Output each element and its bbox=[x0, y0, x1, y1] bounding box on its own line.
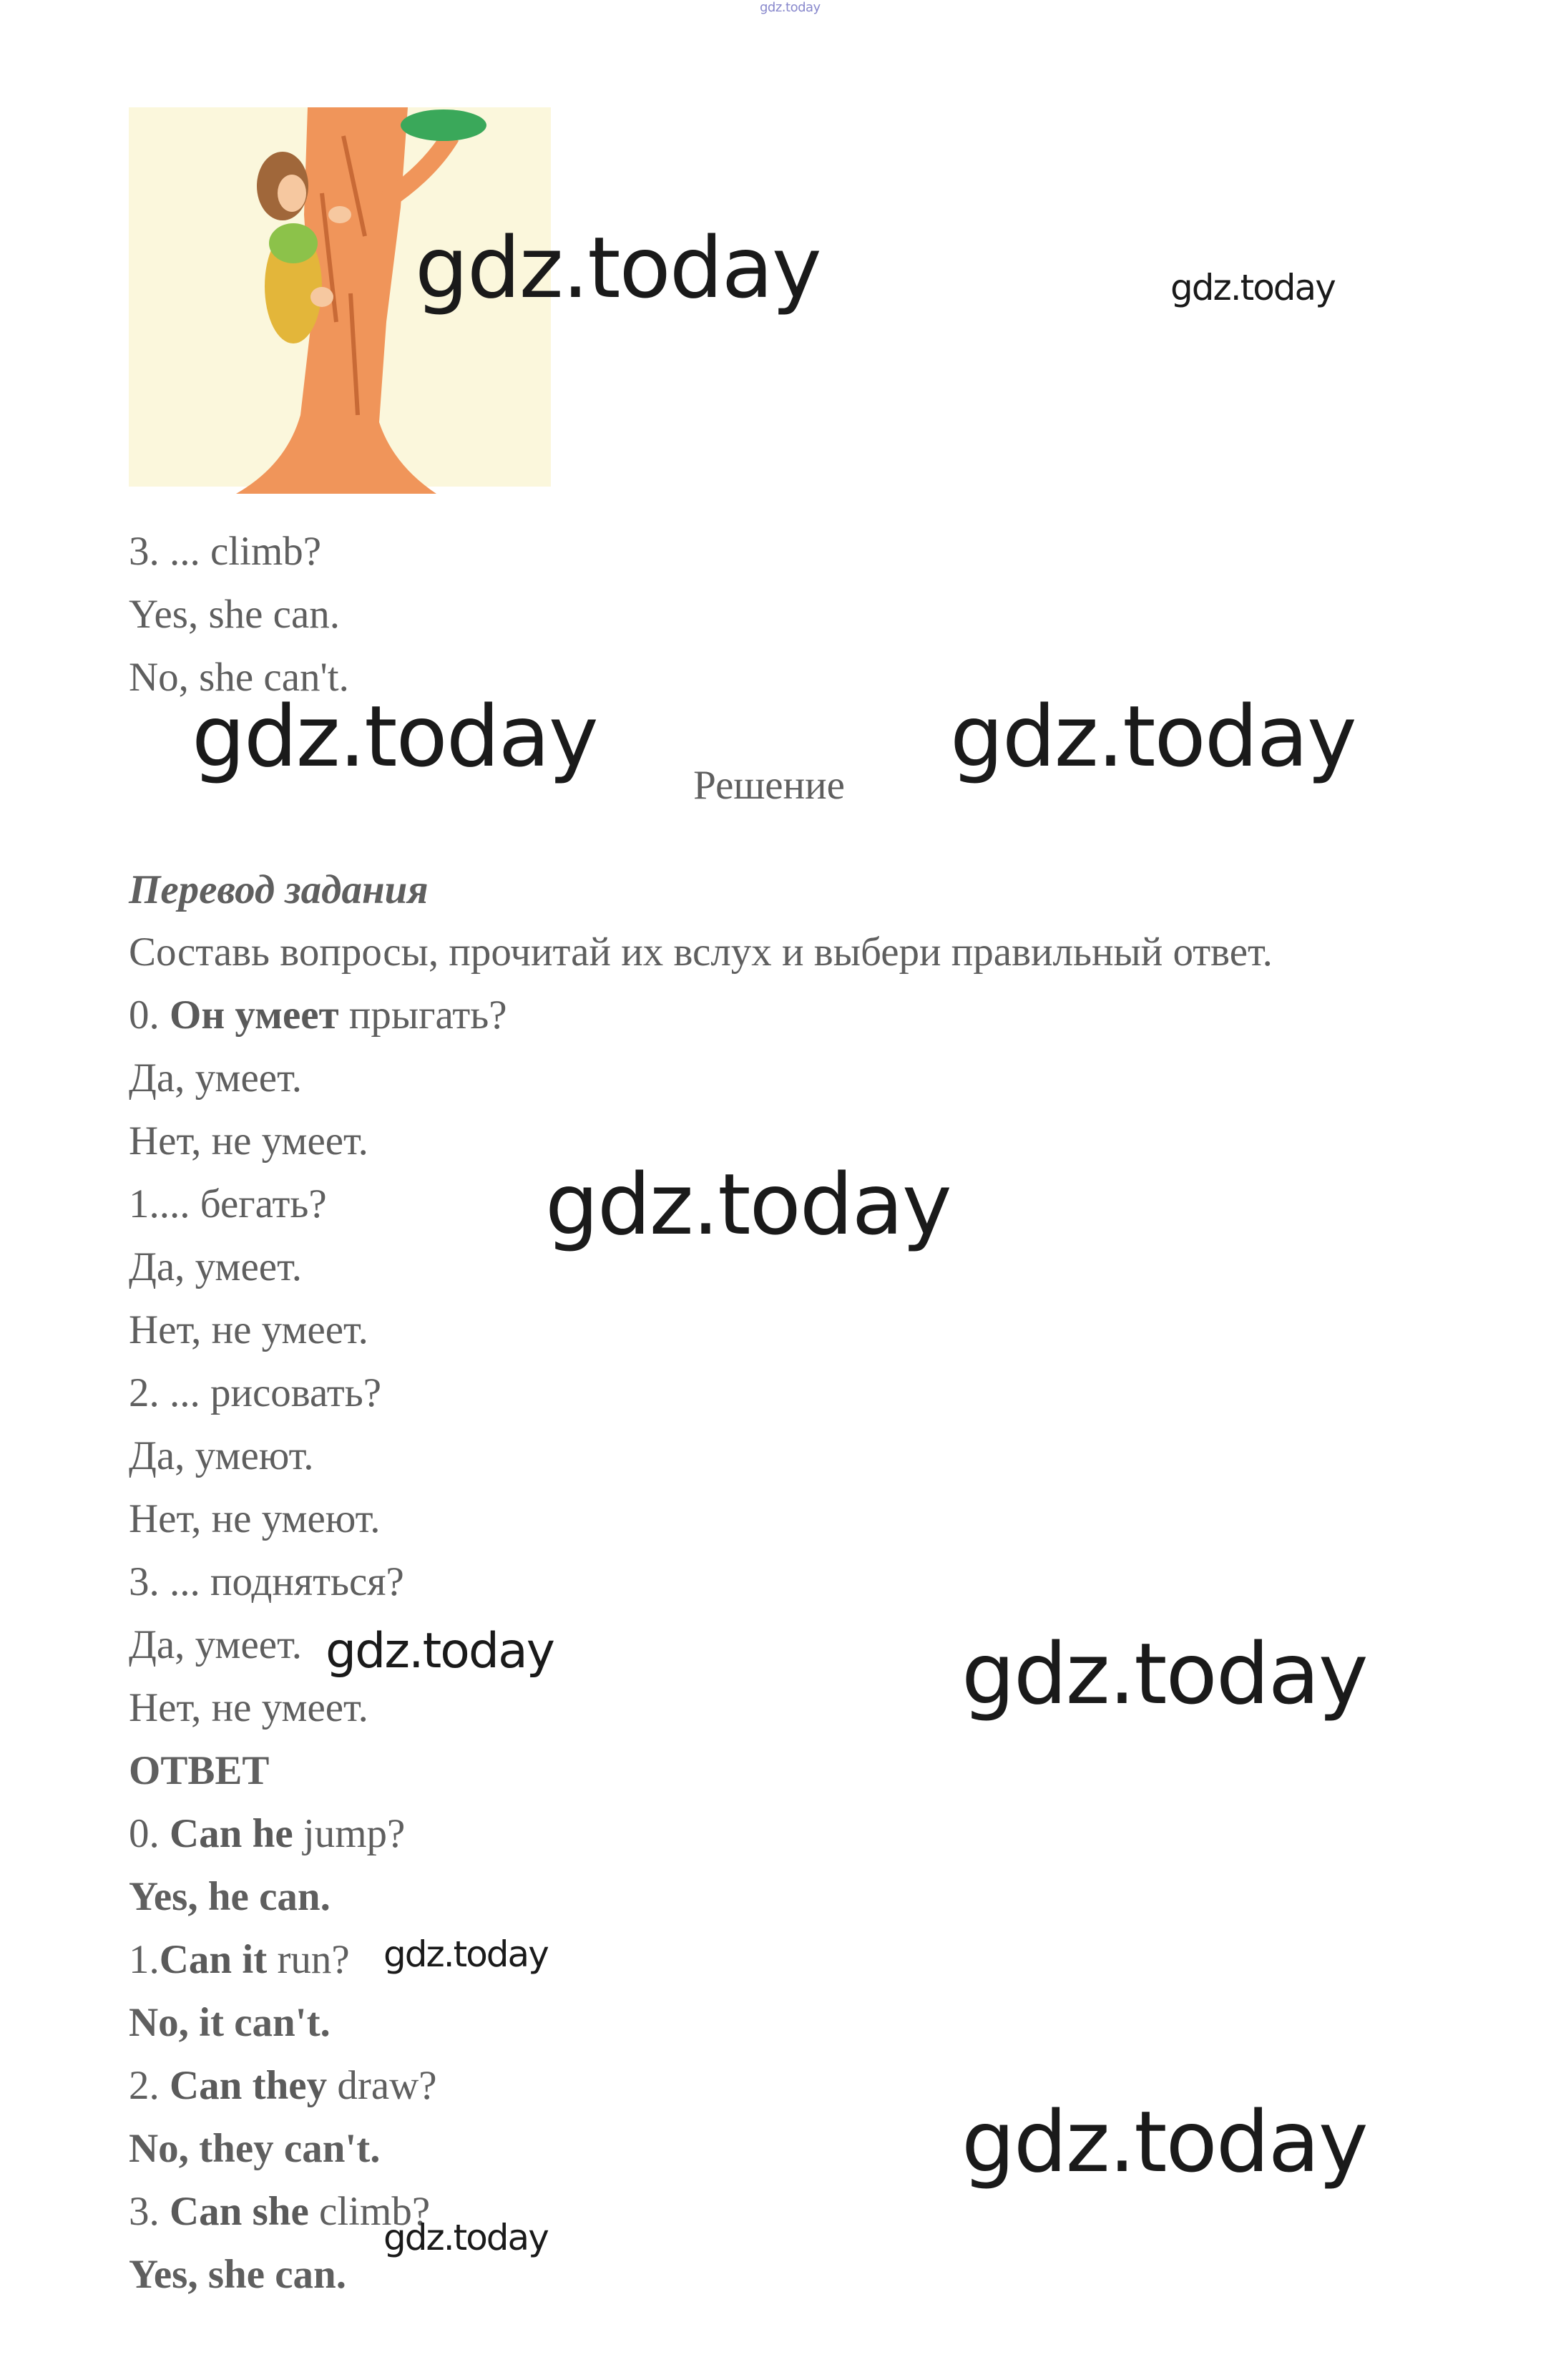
solution-heading: Решение bbox=[693, 763, 845, 808]
question-rest: draw? bbox=[337, 2063, 437, 2108]
answer-question-0 bbox=[129, 1813, 405, 1854]
question-bold: Can she bbox=[170, 2189, 309, 2234]
watermark: gdz.today bbox=[383, 1933, 548, 1975]
translation-line: 2. ... рисовать? bbox=[129, 1370, 381, 1415]
top-watermark: gdz.today bbox=[760, 0, 821, 15]
watermark: gdz.today bbox=[326, 1623, 554, 1679]
translation-line: Нет, не умеет. bbox=[129, 1307, 368, 1352]
watermark: gdz.today bbox=[961, 2092, 1367, 2191]
watermark: gdz.today bbox=[961, 1624, 1367, 1723]
watermark: gdz.today bbox=[1170, 267, 1335, 308]
question-number: 3. bbox=[129, 2189, 160, 2234]
question-number: 2. bbox=[129, 2063, 160, 2108]
question-bold: Can he bbox=[170, 1811, 293, 1856]
translation-line: Да, умеет. bbox=[129, 1244, 302, 1289]
watermark: gdz.today bbox=[950, 687, 1356, 786]
translation-line: Да, умеет. bbox=[129, 1622, 302, 1667]
answer-reply-2: No, they can't. bbox=[129, 2126, 381, 2171]
question-rest: jump? bbox=[303, 1811, 406, 1856]
watermark: gdz.today bbox=[415, 218, 821, 317]
question-bold: Can they bbox=[170, 2063, 328, 2108]
question-number: 1. bbox=[129, 1937, 160, 1982]
question-rest: прыгать? bbox=[348, 993, 507, 1038]
answer-reply-0: Yes, he can. bbox=[129, 1874, 331, 1919]
translation-question-0 bbox=[129, 993, 507, 1038]
translation-heading: Перевод задания bbox=[129, 867, 429, 912]
translation-line: Да, умеют. bbox=[129, 1433, 314, 1478]
translation-line: Нет, не умеет. bbox=[129, 1118, 368, 1164]
answer-reply-3: Yes, she can. bbox=[129, 2252, 347, 2297]
question-rest: run? bbox=[277, 1937, 350, 1982]
watermark: gdz.today bbox=[545, 1155, 951, 1254]
question-number: 0. bbox=[129, 1811, 160, 1856]
watermark: gdz.today bbox=[192, 687, 597, 786]
exercise-line: 3. ... climb? bbox=[129, 529, 322, 574]
answer-question-2 bbox=[129, 2065, 437, 2106]
translation-line: Нет, не умеет. bbox=[129, 1685, 368, 1730]
watermark: gdz.today bbox=[383, 2217, 548, 2258]
question-bold: Can it bbox=[159, 1937, 268, 1982]
question-rest: climb? bbox=[319, 2189, 431, 2234]
exercise-line: Yes, she can. bbox=[129, 592, 341, 637]
translation-line: Да, умеет. bbox=[129, 1055, 302, 1101]
translation-instruction: Составь вопросы, прочитай их вслух и выбери правильный ответ. bbox=[129, 930, 1273, 975]
answer-heading: ОТВЕТ bbox=[129, 1748, 270, 1793]
translation-line: Нет, не умеют. bbox=[129, 1496, 381, 1541]
question-number: 0. bbox=[129, 993, 160, 1038]
answer-question-1 bbox=[129, 1939, 350, 1980]
answer-reply-1: No, it can't. bbox=[129, 2000, 331, 2045]
translation-line: 3. ... подняться? bbox=[129, 1559, 404, 1604]
translation-line: 1.... бегать? bbox=[129, 1181, 327, 1226]
exercise-line: No, she can't. bbox=[129, 655, 349, 700]
question-bold: Он умеет bbox=[170, 993, 339, 1038]
